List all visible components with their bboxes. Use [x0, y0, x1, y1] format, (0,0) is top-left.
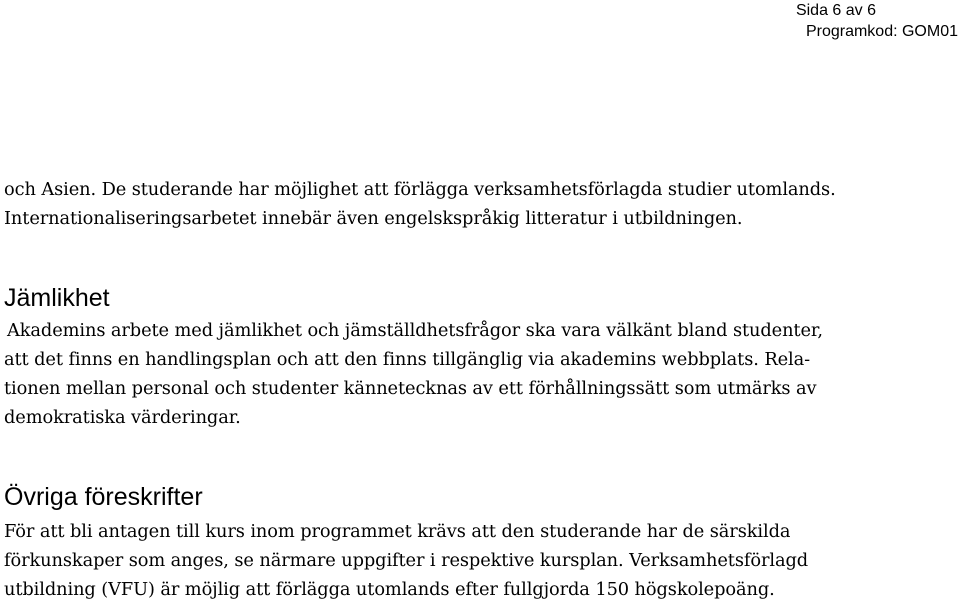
- text-line: tionen mellan personal och studenter kännetecknas av ett förhållningssätt som utmärks av: [4, 378, 817, 399]
- section-paragraph-jamlikhet: [4, 316, 954, 432]
- intro-paragraph: [4, 175, 954, 233]
- program-code: Programkod: GOM01: [805, 23, 958, 40]
- text-line: utbildning (VFU) är möjlig att förlägga utomlands efter fullgjorda 150 högskolepoäng.: [4, 579, 775, 600]
- section-heading-jamlikhet: Jämlikhet: [4, 284, 110, 312]
- text-line: Internationaliseringsarbetet innebär även engelskspråkig litteratur i utbildningen.: [4, 208, 743, 229]
- page-number: Sida 6 av 6: [795, 2, 876, 19]
- page-header: [796, 0, 958, 42]
- text-line: demokratiska värderingar.: [4, 407, 241, 428]
- text-line: och Asien. De studerande har möjlighet att förlägga verksamhetsförlagda studier utomlands.: [4, 179, 836, 200]
- text-line: För att bli antagen till kurs inom programmet krävs att den studerande har de särskilda: [4, 521, 791, 542]
- section-heading-ovriga-foreskrifter: Övriga föreskrifter: [4, 483, 203, 511]
- text-line: förkunskaper som anges, se närmare uppgifter i respektive kursplan. Verksamhetsförlagd: [4, 550, 809, 571]
- text-line: Akademins arbete med jämlikhet och jämställdhetsfrågor ska vara välkänt bland studenter,: [7, 320, 823, 341]
- section-paragraph-ovriga-foreskrifter: [4, 517, 954, 604]
- text-line: att det finns en handlingsplan och att den finns tillgänglig via akademins webbplats. Rela-: [4, 349, 811, 370]
